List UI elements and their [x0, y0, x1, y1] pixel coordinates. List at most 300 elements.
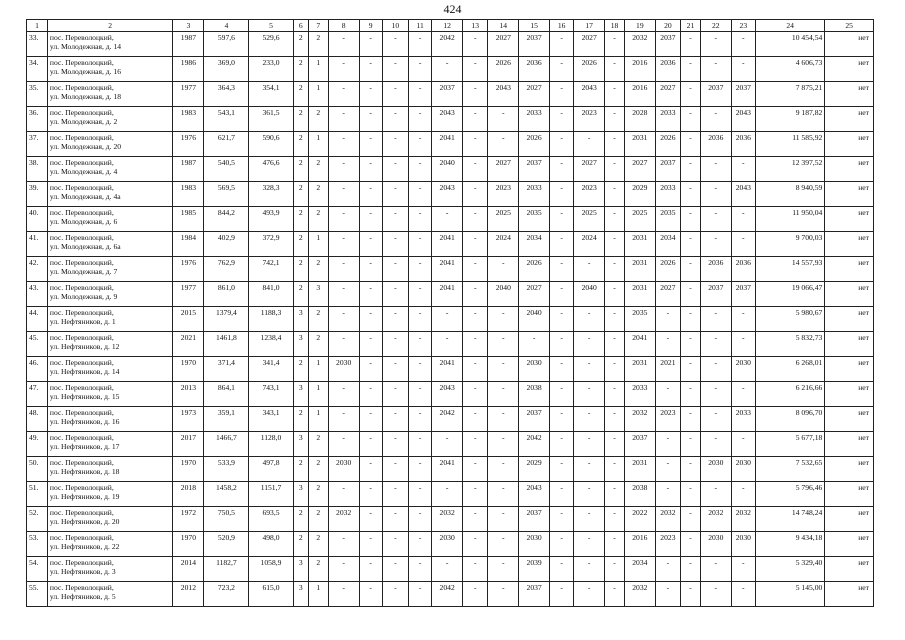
address-street: ул. Нефтяников, д. 14: [49, 366, 120, 376]
value-cell: -: [488, 107, 519, 132]
column-header: 13: [463, 20, 488, 32]
value-cell: 2037: [655, 157, 680, 182]
value-cell: -: [681, 357, 701, 382]
value-cell: -: [731, 232, 755, 257]
value-cell: -: [681, 407, 701, 432]
value-cell: -: [409, 57, 432, 82]
address-street: ул. Нефтяников, д. 1: [49, 316, 116, 326]
value-cell: -: [328, 482, 359, 507]
value-cell: 2029: [624, 182, 655, 207]
value-cell: 844,2: [204, 207, 249, 232]
value-cell: -: [550, 132, 574, 157]
value-cell: -: [409, 232, 432, 257]
value-cell: -: [681, 232, 701, 257]
cost-cell: 7 875,21: [755, 82, 824, 107]
value-cell: -: [700, 332, 731, 357]
value-cell: -: [550, 557, 574, 582]
value-cell: -: [409, 482, 432, 507]
value-cell: 2041: [432, 457, 463, 482]
value-cell: 2031: [624, 257, 655, 282]
value-cell: 2023: [655, 407, 680, 432]
table-row: [27, 532, 874, 557]
address-street: ул. Нефтяников, д. 5: [49, 591, 116, 601]
value-cell: 2032: [700, 507, 731, 532]
value-cell: 864,1: [204, 382, 249, 407]
value-cell: 328,3: [249, 182, 293, 207]
value-cell: -: [359, 507, 382, 532]
table-row: [27, 507, 874, 532]
value-cell: 2041: [432, 232, 463, 257]
value-cell: 2030: [700, 457, 731, 482]
value-cell: -: [382, 57, 408, 82]
address-locality: пос. Переволоцкий,: [49, 358, 114, 367]
value-cell: 2043: [488, 82, 519, 107]
value-cell: -: [463, 282, 488, 307]
flag-cell: нет: [825, 557, 874, 582]
value-cell: -: [432, 57, 463, 82]
value-cell: 2: [293, 232, 308, 257]
cost-cell: 5 796,46: [755, 482, 824, 507]
value-cell: -: [605, 257, 625, 282]
value-cell: 1: [308, 232, 328, 257]
flag-cell: нет: [825, 182, 874, 207]
value-cell: 2043: [432, 382, 463, 407]
column-header: 9: [359, 20, 382, 32]
value-cell: -: [382, 382, 408, 407]
value-cell: -: [655, 457, 680, 482]
value-cell: -: [550, 507, 574, 532]
value-cell: 2031: [624, 357, 655, 382]
value-cell: 2043: [432, 182, 463, 207]
value-cell: 2027: [519, 282, 550, 307]
value-cell: 2030: [328, 457, 359, 482]
row-number: 47.: [27, 382, 48, 407]
value-cell: 498,0: [249, 532, 293, 557]
value-cell: 2033: [624, 382, 655, 407]
value-cell: -: [359, 232, 382, 257]
value-cell: 2033: [519, 107, 550, 132]
address-street: ул. Нефтяников, д. 18: [49, 466, 120, 476]
value-cell: 369,0: [204, 57, 249, 82]
value-cell: -: [605, 32, 625, 57]
value-cell: -: [574, 432, 605, 457]
housing-register-table: [26, 19, 874, 607]
value-cell: -: [731, 207, 755, 232]
column-header: 20: [655, 20, 680, 32]
column-header: 24: [755, 20, 824, 32]
value-cell: -: [409, 357, 432, 382]
address-street: ул. Молодежная, д. 18: [49, 91, 122, 101]
address-locality: пос. Переволоцкий,: [49, 108, 114, 117]
value-cell: -: [488, 132, 519, 157]
value-cell: 2037: [519, 32, 550, 57]
value-cell: 2: [308, 507, 328, 532]
value-cell: 2022: [624, 507, 655, 532]
address-locality: пос. Переволоцкий,: [49, 433, 114, 442]
value-cell: 2042: [519, 432, 550, 457]
address-street: ул. Молодежная, д. 4а: [49, 191, 121, 201]
row-number: 33.: [27, 32, 48, 57]
value-cell: 2032: [624, 407, 655, 432]
value-cell: 2030: [700, 532, 731, 557]
address-street: ул. Молодежная, д. 16: [49, 66, 122, 76]
row-number: 45.: [27, 332, 48, 357]
table-row: [27, 157, 874, 182]
value-cell: -: [409, 182, 432, 207]
value-cell: -: [574, 257, 605, 282]
value-cell: -: [359, 132, 382, 157]
address-cell: [47, 332, 173, 357]
value-cell: 2: [308, 107, 328, 132]
value-cell: -: [681, 382, 701, 407]
flag-cell: нет: [825, 532, 874, 557]
table-row: [27, 282, 874, 307]
flag-cell: нет: [825, 407, 874, 432]
value-cell: 2021: [173, 332, 204, 357]
value-cell: -: [488, 432, 519, 457]
value-cell: 2030: [519, 532, 550, 557]
value-cell: 2026: [655, 132, 680, 157]
value-cell: 1188,3: [249, 307, 293, 332]
value-cell: -: [681, 157, 701, 182]
value-cell: -: [488, 582, 519, 607]
value-cell: -: [382, 557, 408, 582]
value-cell: -: [655, 432, 680, 457]
value-cell: -: [382, 182, 408, 207]
value-cell: -: [550, 57, 574, 82]
row-number: 53.: [27, 532, 48, 557]
value-cell: -: [432, 307, 463, 332]
value-cell: 1970: [173, 457, 204, 482]
value-cell: 597,6: [204, 32, 249, 57]
address-street: ул. Молодежная, д. 6: [49, 216, 118, 226]
value-cell: 2031: [624, 132, 655, 157]
column-header: 25: [825, 20, 874, 32]
value-cell: -: [731, 157, 755, 182]
value-cell: -: [359, 182, 382, 207]
value-cell: -: [681, 82, 701, 107]
value-cell: 2033: [731, 407, 755, 432]
row-number: 48.: [27, 407, 48, 432]
address-locality: пос. Переволоцкий,: [49, 233, 114, 242]
value-cell: 3: [293, 332, 308, 357]
value-cell: -: [700, 382, 731, 407]
value-cell: -: [382, 432, 408, 457]
value-cell: 2043: [432, 107, 463, 132]
value-cell: -: [731, 32, 755, 57]
value-cell: -: [519, 332, 550, 357]
value-cell: 2025: [624, 207, 655, 232]
value-cell: -: [550, 82, 574, 107]
value-cell: 2027: [655, 282, 680, 307]
address-cell: [47, 157, 173, 182]
value-cell: 1461,8: [204, 332, 249, 357]
address-cell: [47, 382, 173, 407]
value-cell: -: [432, 482, 463, 507]
value-cell: -: [655, 382, 680, 407]
value-cell: 2041: [432, 257, 463, 282]
value-cell: -: [488, 532, 519, 557]
value-cell: -: [409, 282, 432, 307]
value-cell: 2042: [432, 32, 463, 57]
value-cell: 2032: [655, 507, 680, 532]
column-header: 21: [681, 20, 701, 32]
value-cell: 543,1: [204, 107, 249, 132]
table-row: [27, 257, 874, 282]
value-cell: -: [574, 507, 605, 532]
value-cell: -: [328, 57, 359, 82]
value-cell: -: [574, 132, 605, 157]
value-cell: -: [605, 532, 625, 557]
value-cell: -: [605, 407, 625, 432]
value-cell: 1238,4: [249, 332, 293, 357]
value-cell: 497,8: [249, 457, 293, 482]
cost-cell: 9 434,18: [755, 532, 824, 557]
address-cell: [47, 82, 173, 107]
value-cell: 2016: [624, 532, 655, 557]
address-locality: пос. Переволоцкий,: [49, 183, 114, 192]
value-cell: 615,0: [249, 582, 293, 607]
column-header: 19: [624, 20, 655, 32]
value-cell: -: [382, 157, 408, 182]
value-cell: -: [681, 182, 701, 207]
flag-cell: нет: [825, 482, 874, 507]
value-cell: 2043: [731, 107, 755, 132]
value-cell: 2016: [624, 57, 655, 82]
value-cell: -: [605, 57, 625, 82]
value-cell: -: [409, 557, 432, 582]
address-street: ул. Молодежная, д. 20: [49, 141, 122, 151]
value-cell: -: [463, 557, 488, 582]
row-number: 52.: [27, 507, 48, 532]
value-cell: -: [550, 182, 574, 207]
value-cell: 2034: [624, 557, 655, 582]
value-cell: 2: [293, 32, 308, 57]
cost-cell: 12 397,52: [755, 157, 824, 182]
value-cell: -: [574, 582, 605, 607]
value-cell: -: [328, 232, 359, 257]
cost-cell: 9 187,82: [755, 107, 824, 132]
value-cell: 1: [308, 382, 328, 407]
flag-cell: нет: [825, 157, 874, 182]
value-cell: -: [731, 482, 755, 507]
value-cell: -: [700, 407, 731, 432]
cost-cell: 14 748,24: [755, 507, 824, 532]
value-cell: -: [550, 382, 574, 407]
row-number: 38.: [27, 157, 48, 182]
value-cell: 2035: [655, 207, 680, 232]
value-cell: 2017: [173, 432, 204, 457]
address-cell: [47, 182, 173, 207]
value-cell: 861,0: [204, 282, 249, 307]
cost-cell: 5 832,73: [755, 332, 824, 357]
value-cell: -: [681, 107, 701, 132]
value-cell: 1058,9: [249, 557, 293, 582]
value-cell: 1: [308, 407, 328, 432]
address-cell: [47, 57, 173, 82]
value-cell: 2: [293, 282, 308, 307]
address-cell: [47, 482, 173, 507]
value-cell: -: [382, 132, 408, 157]
value-cell: 2037: [731, 82, 755, 107]
value-cell: -: [328, 532, 359, 557]
value-cell: -: [700, 32, 731, 57]
value-cell: -: [574, 532, 605, 557]
value-cell: -: [463, 332, 488, 357]
value-cell: 841,0: [249, 282, 293, 307]
value-cell: -: [463, 132, 488, 157]
value-cell: 1970: [173, 532, 204, 557]
value-cell: 2030: [731, 357, 755, 382]
value-cell: -: [432, 432, 463, 457]
address-locality: пос. Переволоцкий,: [49, 283, 114, 292]
table-row: [27, 57, 874, 82]
value-cell: -: [655, 582, 680, 607]
table-row: [27, 232, 874, 257]
value-cell: 364,3: [204, 82, 249, 107]
column-number-header: [27, 20, 874, 32]
value-cell: -: [359, 157, 382, 182]
address-locality: пос. Переволоцкий,: [49, 258, 114, 267]
value-cell: -: [328, 557, 359, 582]
value-cell: 1987: [173, 157, 204, 182]
address-cell: [47, 432, 173, 457]
column-header: 12: [432, 20, 463, 32]
value-cell: 2024: [488, 232, 519, 257]
value-cell: 2035: [624, 307, 655, 332]
value-cell: 1977: [173, 82, 204, 107]
value-cell: 1: [308, 82, 328, 107]
value-cell: -: [550, 332, 574, 357]
value-cell: 2: [293, 457, 308, 482]
value-cell: -: [574, 557, 605, 582]
value-cell: 2037: [432, 82, 463, 107]
value-cell: -: [700, 307, 731, 332]
value-cell: -: [463, 357, 488, 382]
value-cell: 1972: [173, 507, 204, 532]
value-cell: 1: [308, 582, 328, 607]
value-cell: -: [409, 457, 432, 482]
value-cell: -: [463, 482, 488, 507]
flag-cell: нет: [825, 257, 874, 282]
value-cell: -: [550, 532, 574, 557]
row-number: 36.: [27, 107, 48, 132]
value-cell: -: [605, 132, 625, 157]
value-cell: 2041: [432, 282, 463, 307]
value-cell: 2037: [624, 432, 655, 457]
value-cell: -: [382, 282, 408, 307]
value-cell: -: [359, 82, 382, 107]
value-cell: 2035: [519, 207, 550, 232]
value-cell: -: [328, 582, 359, 607]
value-cell: -: [488, 332, 519, 357]
value-cell: -: [605, 107, 625, 132]
column-header: 15: [519, 20, 550, 32]
address-locality: пос. Переволоцкий,: [49, 533, 114, 542]
value-cell: -: [550, 32, 574, 57]
value-cell: 2: [293, 357, 308, 382]
row-number: 41.: [27, 232, 48, 257]
value-cell: 476,6: [249, 157, 293, 182]
value-cell: 372,9: [249, 232, 293, 257]
value-cell: -: [574, 357, 605, 382]
value-cell: -: [382, 207, 408, 232]
value-cell: 2015: [173, 307, 204, 332]
address-cell: [47, 407, 173, 432]
table-row: [27, 382, 874, 407]
value-cell: 493,9: [249, 207, 293, 232]
value-cell: -: [382, 307, 408, 332]
value-cell: 2037: [700, 282, 731, 307]
address-cell: [47, 257, 173, 282]
address-locality: пос. Переволоцкий,: [49, 33, 114, 42]
value-cell: -: [731, 332, 755, 357]
value-cell: 233,0: [249, 57, 293, 82]
column-header: 3: [173, 20, 204, 32]
table-row: [27, 357, 874, 382]
value-cell: 2037: [655, 32, 680, 57]
value-cell: -: [463, 507, 488, 532]
cost-cell: 11 585,92: [755, 132, 824, 157]
value-cell: 2027: [574, 32, 605, 57]
row-number: 44.: [27, 307, 48, 332]
value-cell: 2043: [519, 482, 550, 507]
value-cell: 2013: [173, 382, 204, 407]
value-cell: 2027: [574, 157, 605, 182]
value-cell: -: [700, 207, 731, 232]
value-cell: -: [328, 182, 359, 207]
value-cell: -: [328, 82, 359, 107]
value-cell: -: [328, 407, 359, 432]
address-street: ул. Нефтяников, д. 15: [49, 391, 120, 401]
value-cell: -: [550, 232, 574, 257]
flag-cell: нет: [825, 57, 874, 82]
value-cell: -: [681, 307, 701, 332]
value-cell: -: [463, 582, 488, 607]
address-street: ул. Нефтяников, д. 20: [49, 516, 120, 526]
value-cell: 1986: [173, 57, 204, 82]
page-number: 424: [443, 2, 462, 16]
value-cell: -: [359, 107, 382, 132]
value-cell: 2041: [432, 132, 463, 157]
value-cell: 2036: [655, 57, 680, 82]
value-cell: 2042: [432, 582, 463, 607]
value-cell: -: [382, 232, 408, 257]
value-cell: -: [681, 432, 701, 457]
value-cell: 2030: [731, 532, 755, 557]
value-cell: 2041: [432, 357, 463, 382]
value-cell: 742,1: [249, 257, 293, 282]
address-cell: [47, 557, 173, 582]
cost-cell: 5 677,18: [755, 432, 824, 457]
value-cell: 2032: [731, 507, 755, 532]
value-cell: 762,9: [204, 257, 249, 282]
column-header: 2: [47, 20, 173, 32]
value-cell: -: [382, 107, 408, 132]
table-body: [27, 32, 874, 607]
flag-cell: нет: [825, 282, 874, 307]
value-cell: 2032: [624, 32, 655, 57]
value-cell: -: [409, 382, 432, 407]
flag-cell: нет: [825, 32, 874, 57]
value-cell: 2: [308, 432, 328, 457]
value-cell: -: [409, 107, 432, 132]
value-cell: -: [382, 507, 408, 532]
value-cell: -: [550, 582, 574, 607]
value-cell: 2034: [655, 232, 680, 257]
value-cell: -: [550, 357, 574, 382]
value-cell: -: [382, 482, 408, 507]
